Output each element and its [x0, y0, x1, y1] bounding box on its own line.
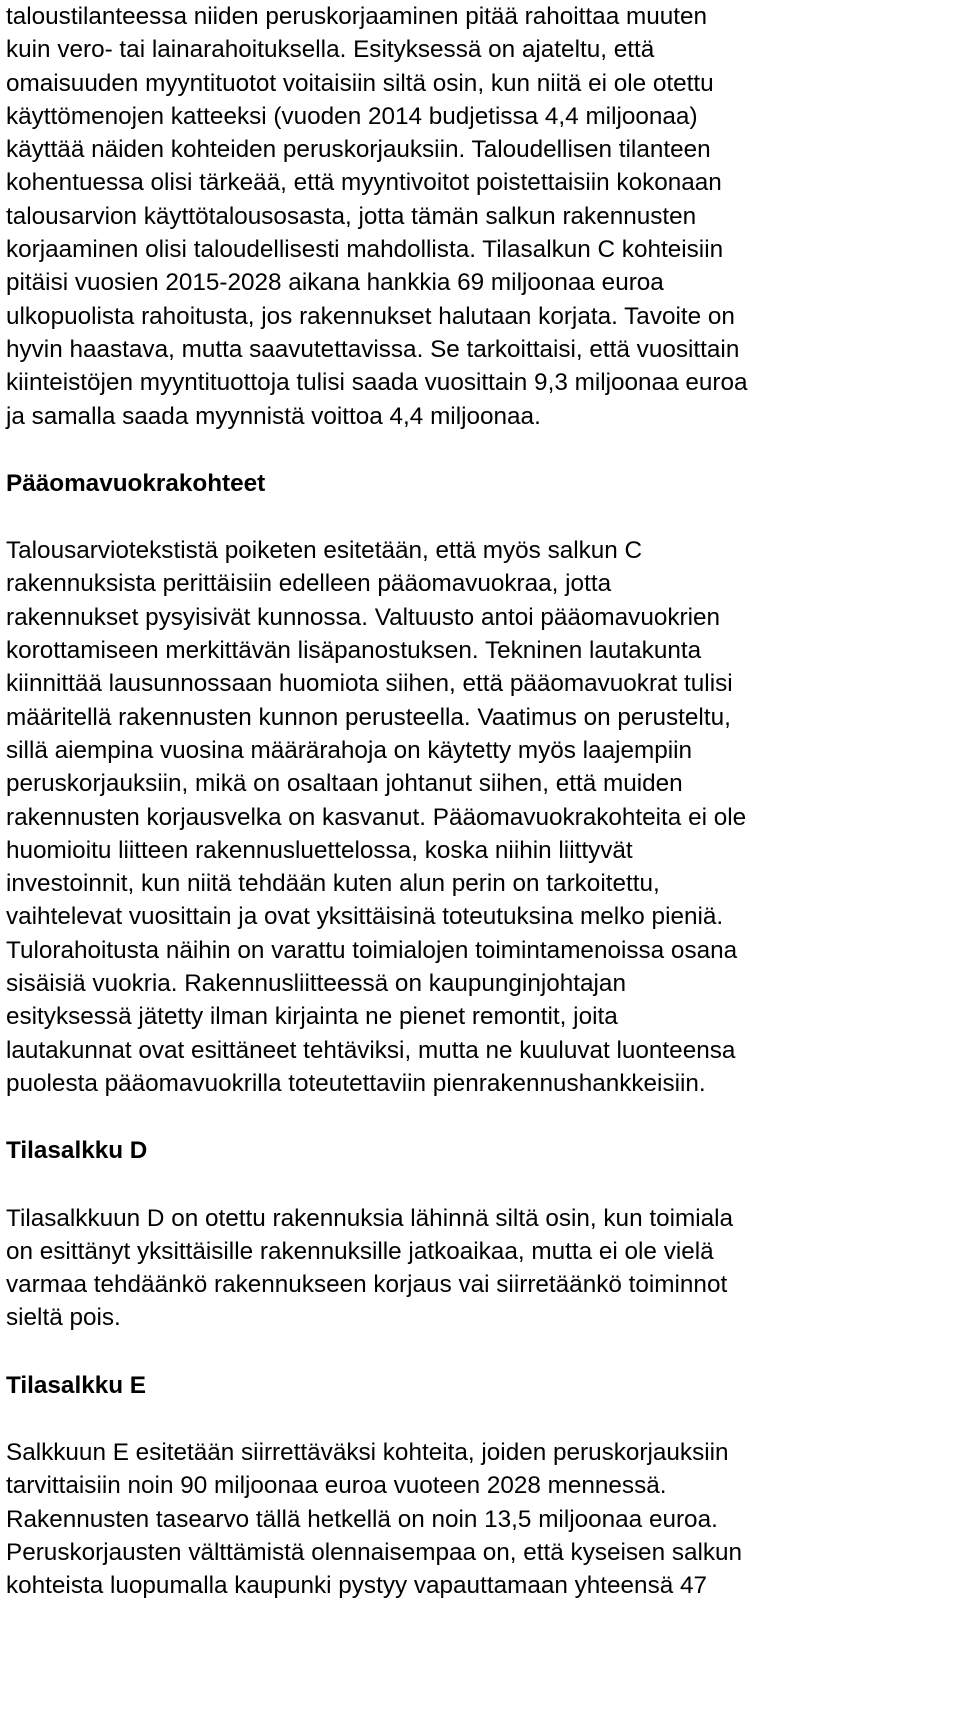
text-line: kiinteistöjen myyntituottoja tulisi saada vuosittain 9,3 miljoonaa euroa [6, 369, 748, 397]
text-line: on esittänyt yksittäisille rakennuksille jatkoaikaa, mutta ei ole vielä [6, 1237, 714, 1265]
text-line: ja samalla saada myynnistä voittoa 4,4 miljoonaa. [6, 402, 541, 430]
text-line: Talousarviotekstistä poiketen esitetään, että myös salkun C [6, 537, 643, 565]
text-line: peruskorjauksiin, mikä on osaltaan johtanut siihen, että muiden [6, 770, 683, 798]
text-line: esityksessä jätetty ilman kirjainta ne pienet remontit, joita [6, 1003, 618, 1031]
text-line: Tilasalkkuun D on otettu rakennuksia lähinnä siltä osin, kun toimiala [6, 1204, 734, 1232]
text-line: Tulorahoitusta näihin on varattu toimialojen toimintamenoissa osana [6, 936, 738, 964]
text-line: hyvin haastava, mutta saavutettavissa. Se tarkoittaisi, että vuosittain [6, 335, 740, 363]
section-heading: Pääomavuokrakohteet [6, 469, 266, 497]
text-line: määritellä rakennusten kunnon perusteella. Vaatimus on perusteltu, [6, 703, 731, 731]
text-line: varmaa tehdäänkö rakennukseen korjaus vai siirretäänkö toiminnot [6, 1271, 728, 1299]
text-line: huomioitu liitteen rakennusluettelossa, koska niihin liittyvät [6, 836, 633, 864]
text-line: rakennukset pysyisivät kunnossa. Valtuusto antoi pääomavuokrien [6, 603, 721, 631]
text-line: ulkopuolista rahoitusta, jos rakennukset halutaan korjata. Tavoite on [6, 302, 735, 330]
document-page [6, 0, 960, 1602]
paragraph-intro [6, 0, 960, 433]
text-line: rakennuksista perittäisiin edelleen pääomavuokraa, jotta [6, 570, 612, 598]
text-line: Peruskorjausten välttämistä olennaisempaa on, että kyseisen salkun [6, 1538, 743, 1566]
text-line: kohteista luopumalla kaupunki pystyy vapauttamaan yhteensä 47 [6, 1572, 708, 1600]
text-line: rakennusten korjausvelka on kasvanut. Pääomavuokrakohteita ei ole [6, 803, 747, 831]
section-paaomavuokrakohteet [6, 467, 960, 1100]
text-line: tarvittaisiin noin 90 miljoonaa euroa vuoteen 2028 mennessä. [6, 1472, 667, 1500]
text-line: Rakennusten tasearvo tällä hetkellä on noin 13,5 miljoonaa euroa. [6, 1505, 718, 1533]
text-line: kiinnittää lausunnossaan huomiota siihen, että pääomavuokrat tulisi [6, 670, 733, 698]
text-line: korottamiseen merkittävän lisäpanostuksen. Tekninen lautakunta [6, 637, 702, 665]
text-line: lautakunnat ovat esittäneet tehtäviksi, mutta ne kuuluvat luonteensa [6, 1036, 736, 1064]
text-line: vaihtelevat vuosittain ja ovat yksittäisinä toteutuksina melko pieniä. [6, 903, 724, 931]
text-line: puolesta pääomavuokrilla toteutettaviin pienrakennushankkeisiin. [6, 1069, 706, 1097]
text-line: käyttömenojen katteeksi (vuoden 2014 budjetissa 4,4 miljoonaa) [6, 102, 698, 130]
text-line: Salkkuun E esitetään siirrettäväksi kohteita, joiden peruskorjauksiin [6, 1438, 729, 1466]
text-line: kuin vero- tai lainarahoituksella. Esityksessä on ajateltu, että [6, 36, 655, 64]
text-line: kohentuessa olisi tärkeää, että myyntivoitot poistettaisiin kokonaan [6, 169, 722, 197]
section-heading: Tilasalkku D [6, 1137, 148, 1165]
text-line: talousarvion käyttötalousosasta, jotta tämän salkun rakennusten [6, 202, 697, 230]
text-line: sieltä pois. [6, 1304, 121, 1332]
text-line: sillä aiempina vuosina määrärahoja on käytetty myös laajempiin [6, 736, 693, 764]
text-line: taloustilanteessa niiden peruskorjaaminen pitää rahoittaa muuten [6, 3, 708, 30]
text-line: investoinnit, kun niitä tehdään kuten alun perin on tarkoitettu, [6, 870, 660, 898]
text-line: käyttää näiden kohteiden peruskorjauksiin. Taloudellisen tilanteen [6, 136, 711, 164]
text-line: omaisuuden myyntituotot voitaisiin siltä osin, kun niitä ei ole otettu [6, 69, 714, 97]
section-tilasalkku-d [6, 1134, 960, 1334]
section-heading: Tilasalkku E [6, 1371, 147, 1399]
section-tilasalkku-e [6, 1369, 960, 1603]
text-line: pitäisi vuosien 2015-2028 aikana hankkia 69 miljoonaa euroa [6, 269, 664, 297]
text-line: korjaaminen olisi taloudellisesti mahdollista. Tilasalkun C kohteisiin [6, 236, 724, 264]
text-line: sisäisiä vuokria. Rakennusliitteessä on kaupunginjohtajan [6, 970, 626, 998]
